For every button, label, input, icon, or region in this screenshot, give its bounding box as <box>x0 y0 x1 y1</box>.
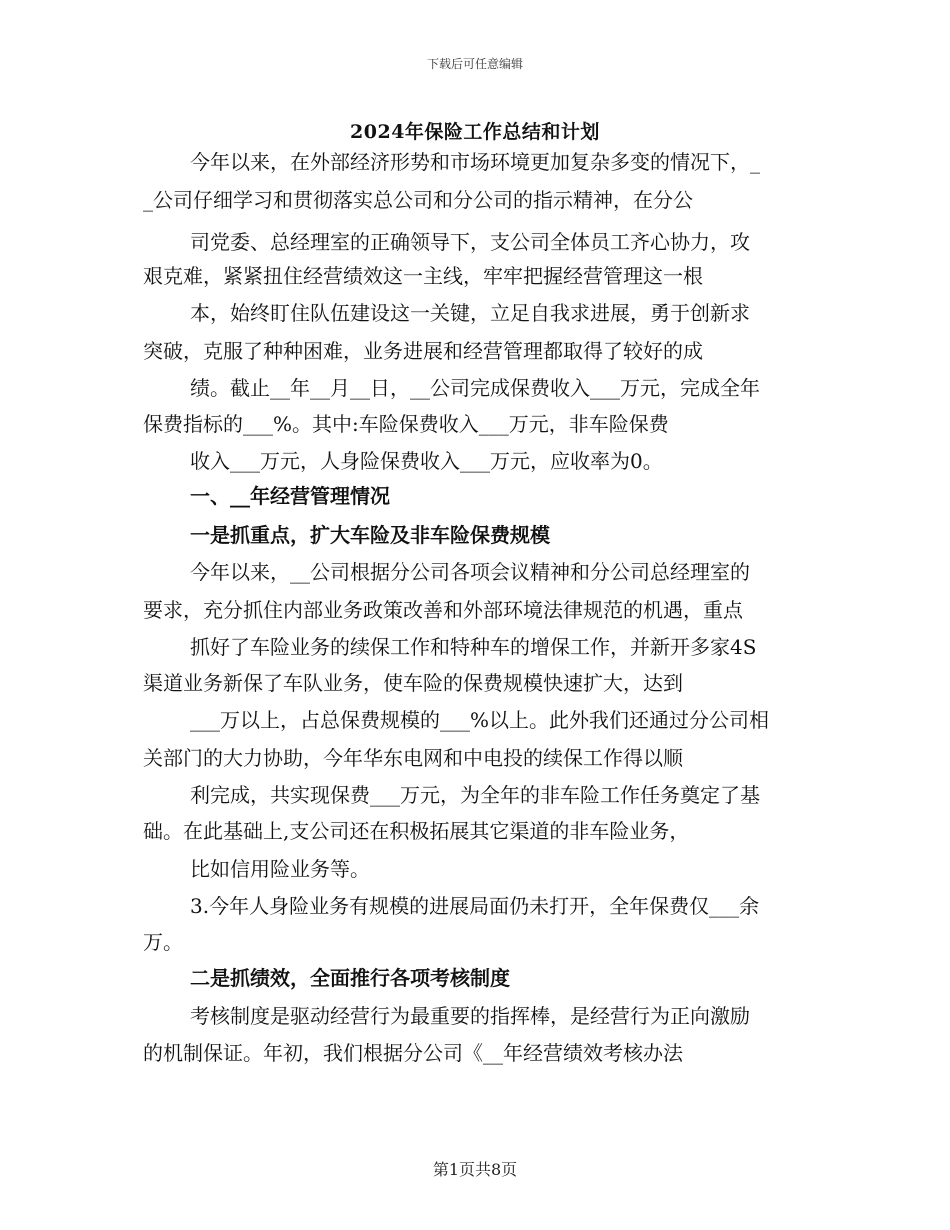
body-line: 础。在此基础上,支公司还在积极拓展其它渠道的非车险业务， <box>143 819 690 843</box>
body-line: 保费指标的___%。其中:车险保费收入___万元，非车险保费 <box>143 412 669 436</box>
body-line: 万。 <box>143 930 183 954</box>
page-header-note: 下载后可任意编辑 <box>426 57 523 71</box>
body-line: 抓好了车险业务的续保工作和特种车的增保工作，并新开多家4S <box>190 635 757 659</box>
body-line: 突破，克服了种种困难，业务进展和经营管理都取得了较好的成 <box>143 339 703 363</box>
body-line: 司党委、总经理室的正确领导下，支公司全体员工齐心协力，攻 <box>190 230 750 254</box>
body-line: 渠道业务新保了车队业务，使车险的保费规模快速扩大，达到 <box>143 671 683 695</box>
body-line: 要求，充分抓住内部业务政策改善和外部环境法律规范的机遇，重点 <box>143 598 743 622</box>
section-heading: 一、__年经营管理情况 <box>190 484 390 508</box>
body-line: 关部门的大力协助，今年华东电网和中电投的续保工作得以顺 <box>143 746 683 770</box>
body-line: 绩。截止__年__月__日，__公司完成保费收入___万元，完成全年 <box>190 376 760 400</box>
body-line: ___万以上，占总保费规模的___%以上。此外我们还通过分公司相 <box>190 708 770 732</box>
subsection-heading: 一是抓重点，扩大车险及非车险保费规模 <box>190 523 550 547</box>
body-line: 的机制保证。年初，我们根据分公司《__年经营绩效考核办法 <box>143 1041 683 1065</box>
body-line: 本，始终盯住队伍建设这一关键，立足自我求进展，勇于创新求 <box>190 301 750 325</box>
body-line: 今年以来，__公司根据分公司各项会议精神和分公司总经理室的 <box>190 560 750 584</box>
body-line: 考核制度是驱动经营行为最重要的指挥棒，是经营行为正向激励 <box>190 1004 750 1028</box>
body-line: 比如信用险业务等。 <box>190 857 370 881</box>
body-line: 3.今年人身险业务有规模的进展局面仍未打开，全年保费仅___余 <box>190 894 760 918</box>
body-line: 利完成，共实现保费___万元，为全年的非车险工作任务奠定了基 <box>190 783 760 807</box>
body-line: _公司仔细学习和贯彻落实总公司和分公司的指示精神，在分公 <box>143 188 693 212</box>
document-title: 2024年保险工作总结和计划 <box>350 121 600 143</box>
subsection-heading: 二是抓绩效，全面推行各项考核制度 <box>190 966 510 990</box>
page-number: 第1页共8页 <box>432 1160 518 1179</box>
body-line: 艰克难，紧紧扭住经营绩效这一主线，牢牢把握经营管理这一根 <box>143 264 703 288</box>
body-line: 今年以来，在外部经济形势和市场环境更加复杂多变的情况下，_ <box>190 150 760 174</box>
body-line: 收入___万元，人身险保费收入___万元，应收率为0。 <box>190 449 663 473</box>
